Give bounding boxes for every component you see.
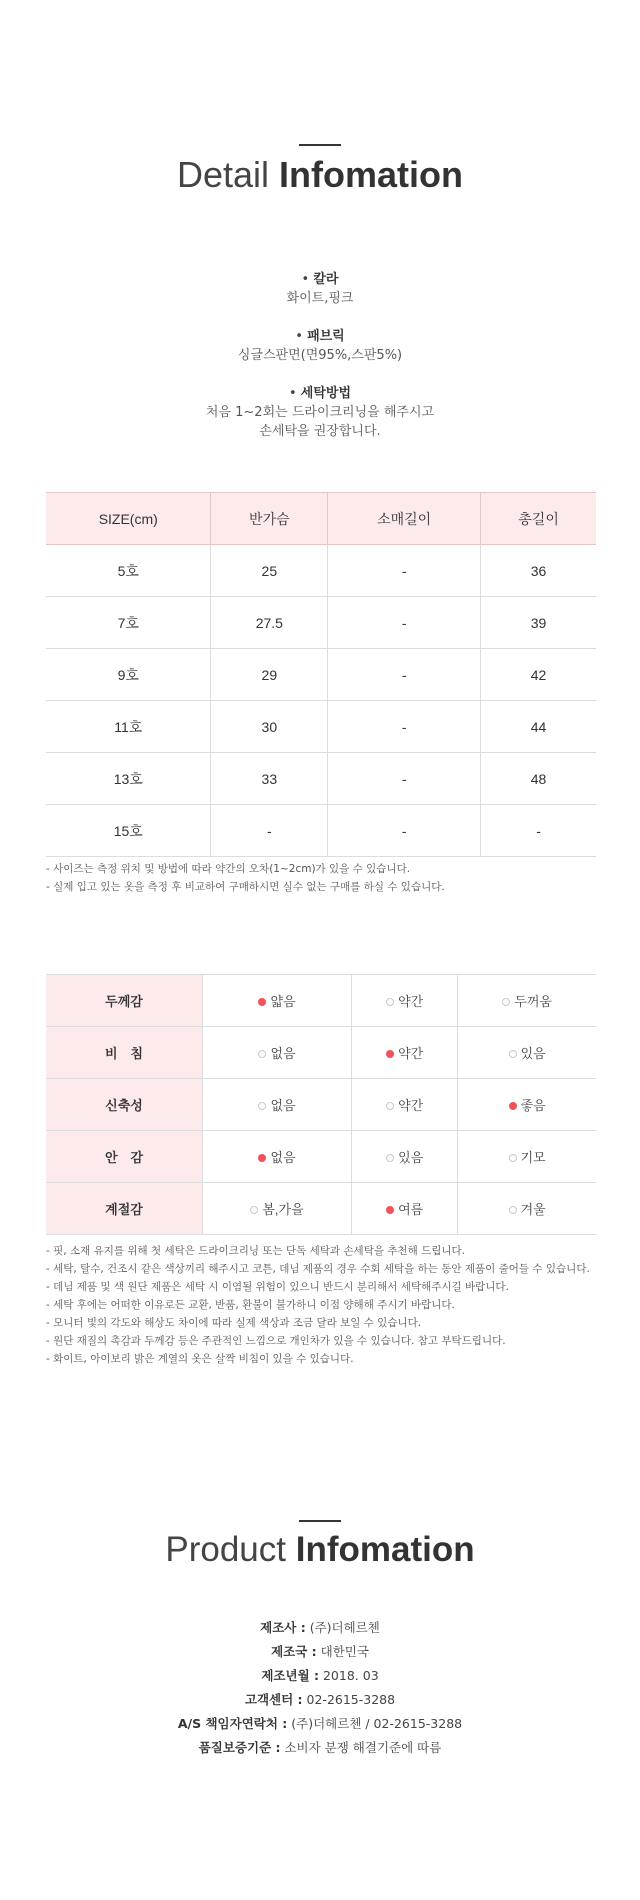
product-field-key: 고객센터 : — [244, 1692, 303, 1707]
size-cell: - — [328, 805, 481, 857]
detail-section-title — [0, 144, 640, 196]
attr-value: 처음 1~2회는 드라이크리닝을 해주시고 — [205, 405, 435, 420]
product-field-key: 제조국 : — [271, 1644, 317, 1659]
product-field — [0, 1736, 640, 1760]
unselected-dot-icon — [386, 1154, 394, 1162]
attr-value: 싱글스판면(면95%,스판5%) — [237, 348, 403, 363]
selected-dot-icon — [386, 1206, 394, 1214]
size-cell: - — [328, 597, 481, 649]
unselected-dot-icon — [386, 1102, 394, 1110]
note-line: - 모니터 빛의 각도와 해상도 차이에 따라 실제 색상과 조금 달라 보일 수 있습니다. — [46, 1317, 422, 1329]
note-line: - 핏, 소재 유지를 위해 첫 세탁은 드라이크리닝 또는 단독 세탁과 손세탁을 추천해 드립니다. — [46, 1245, 466, 1257]
unselected-dot-icon — [502, 998, 510, 1006]
bullet-icon: • — [288, 386, 297, 401]
care-notes — [46, 1242, 606, 1368]
fit-option — [352, 1183, 458, 1235]
attr-value: 화이트,핑크 — [286, 291, 354, 306]
size-cell: 9호 — [46, 649, 211, 701]
fit-row — [46, 1027, 596, 1079]
table-row — [46, 701, 596, 753]
fit-option-label: 좋음 — [520, 1098, 546, 1113]
product-field-key: 제조년월 : — [261, 1668, 319, 1683]
fit-option — [458, 1079, 596, 1131]
fit-row-label: 신축성 — [46, 1079, 203, 1131]
detail-title-light: Detail — [176, 154, 270, 195]
selected-dot-icon — [509, 1102, 517, 1110]
product-field-value: 대한민국 — [320, 1644, 369, 1659]
size-cell: 27.5 — [211, 597, 328, 649]
bullet-icon: • — [301, 272, 310, 287]
fit-row-label: 안 감 — [46, 1131, 203, 1183]
size-notes — [46, 860, 606, 896]
fit-option-label: 있음 — [398, 1150, 424, 1165]
fit-row — [46, 1183, 596, 1235]
size-cell: 15호 — [46, 805, 211, 857]
size-header-cell: 소매길이 — [328, 493, 481, 545]
fit-option — [203, 1183, 352, 1235]
selected-dot-icon — [386, 1050, 394, 1058]
size-header-cell: 반가슴 — [211, 493, 328, 545]
fit-option-label: 얇음 — [270, 994, 296, 1009]
fit-option-label: 없음 — [270, 1150, 296, 1165]
fit-option-label: 없음 — [270, 1098, 296, 1113]
table-row — [46, 597, 596, 649]
size-cell: 13호 — [46, 753, 211, 805]
size-cell: - — [481, 805, 596, 857]
attr-fabric — [0, 327, 640, 365]
product-field-value: 02-2615-3288 — [306, 1692, 396, 1707]
unselected-dot-icon — [258, 1050, 266, 1058]
fit-option-label: 있음 — [520, 1046, 546, 1061]
fit-option-label: 봄,가을 — [262, 1202, 304, 1217]
size-cell: 30 — [211, 701, 328, 753]
fit-option-label: 없음 — [270, 1046, 296, 1061]
attr-label: 칼라 — [313, 272, 339, 287]
selected-dot-icon — [258, 1154, 266, 1162]
note-line: - 원단 재질의 촉감과 두께감 등은 주관적인 느낌으로 개인차가 있을 수 있습니다. 참고 부탁드립니다. — [46, 1335, 506, 1347]
size-cell: 11호 — [46, 701, 211, 753]
table-row — [46, 545, 596, 597]
product-field-value: (주)더헤르첸 / 02-2615-3288 — [291, 1716, 463, 1731]
size-cell: - — [328, 753, 481, 805]
unselected-dot-icon — [258, 1102, 266, 1110]
size-cell: - — [211, 805, 328, 857]
fit-option — [458, 1027, 596, 1079]
product-field-value: 소비자 분쟁 해결기준에 따름 — [284, 1740, 442, 1755]
attr-wash — [0, 384, 640, 441]
product-field-value: 2018. 03 — [322, 1668, 379, 1683]
fit-row — [46, 1131, 596, 1183]
size-cell: 5호 — [46, 545, 211, 597]
fit-option — [203, 1131, 352, 1183]
fit-option-label: 약간 — [398, 1046, 424, 1061]
size-header-cell: SIZE(cm) — [46, 493, 211, 545]
size-cell: 42 — [481, 649, 596, 701]
size-header-cell: 총길이 — [481, 493, 596, 545]
note-line: - 사이즈는 측정 위치 및 방법에 따라 약간의 오차(1~2cm)가 있을 수 있습니다. — [46, 863, 411, 875]
fit-option — [458, 1183, 596, 1235]
fit-table — [46, 974, 596, 1235]
title-divider — [299, 144, 341, 146]
attr-label: 패브릭 — [307, 329, 345, 344]
attr-color — [0, 270, 640, 308]
fit-option — [458, 1131, 596, 1183]
fit-option — [352, 1131, 458, 1183]
fit-row — [46, 975, 596, 1027]
product-field-key: 제조사 : — [260, 1620, 306, 1635]
product-title-bold: Infomation — [295, 1530, 475, 1569]
unselected-dot-icon — [250, 1206, 258, 1214]
fit-option — [203, 1027, 352, 1079]
attr-value-2: 손세탁을 권장합니다. — [259, 424, 381, 439]
note-line: - 세탁 후에는 어떠한 이유로든 교환, 반품, 환불이 불가하니 이점 양해해 주시기 바랍니다. — [46, 1299, 455, 1311]
title-divider — [299, 1520, 341, 1522]
fit-option — [352, 1027, 458, 1079]
product-field — [0, 1712, 640, 1736]
size-table — [46, 492, 596, 857]
fit-option — [458, 975, 596, 1027]
product-field — [0, 1664, 640, 1688]
fit-option-label: 겨울 — [520, 1202, 546, 1217]
product-field-value: (주)더헤르첸 — [309, 1620, 380, 1635]
note-line: - 화이트, 아이보리 밝은 계열의 옷은 살짝 비침이 있을 수 있습니다. — [46, 1353, 354, 1365]
size-cell: 39 — [481, 597, 596, 649]
product-field — [0, 1616, 640, 1640]
product-title — [0, 1530, 640, 1570]
fit-option-label: 약간 — [398, 994, 424, 1009]
size-cell: 29 — [211, 649, 328, 701]
product-title-light: Product — [165, 1530, 286, 1569]
fit-option — [203, 975, 352, 1027]
fit-option — [352, 1079, 458, 1131]
unselected-dot-icon — [386, 998, 394, 1006]
product-field — [0, 1640, 640, 1664]
size-cell: - — [328, 545, 481, 597]
table-row — [46, 805, 596, 857]
table-row — [46, 649, 596, 701]
fit-option — [203, 1079, 352, 1131]
table-row — [46, 753, 596, 805]
size-cell: - — [328, 649, 481, 701]
fit-row-label: 두께감 — [46, 975, 203, 1027]
size-cell: 48 — [481, 753, 596, 805]
product-field-key: A/S 책임자연락처 : — [177, 1716, 288, 1731]
unselected-dot-icon — [509, 1154, 517, 1162]
detail-title — [0, 154, 640, 196]
size-cell: 7호 — [46, 597, 211, 649]
size-cell: 33 — [211, 753, 328, 805]
fit-row — [46, 1079, 596, 1131]
size-table-header — [46, 493, 596, 545]
product-field-key: 품질보증기준 : — [198, 1740, 281, 1755]
product-field — [0, 1688, 640, 1712]
fit-option-label: 약간 — [398, 1098, 424, 1113]
note-line: - 세탁, 탈수, 건조시 같은 색상끼리 해주시고 코튼, 데님 제품의 경우 수회 세탁을 하는 동안 제품이 줄어들 수 있습니다. — [46, 1263, 590, 1275]
detail-title-bold: Infomation — [279, 154, 464, 195]
size-cell: 36 — [481, 545, 596, 597]
fit-row-label: 계절감 — [46, 1183, 203, 1235]
product-info — [0, 1616, 640, 1760]
size-cell: 44 — [481, 701, 596, 753]
size-cell: - — [328, 701, 481, 753]
bullet-icon: • — [295, 329, 303, 344]
note-line: - 데님 제품 및 색 원단 제품은 세탁 시 이염될 위험이 있으니 반드시 분리해서 세탁해주시길 바랍니다. — [46, 1281, 509, 1293]
note-line: - 실제 입고 있는 옷을 측정 후 비교하여 구매하시면 실수 없는 구매를 하실 수 있습니다. — [46, 881, 445, 893]
fit-option-label: 두꺼움 — [514, 994, 552, 1009]
attr-label: 세탁방법 — [300, 386, 352, 401]
fit-option-label: 여름 — [398, 1202, 424, 1217]
unselected-dot-icon — [509, 1206, 517, 1214]
fit-option-label: 기모 — [520, 1150, 546, 1165]
size-cell: 25 — [211, 545, 328, 597]
fit-option — [352, 975, 458, 1027]
product-section-title — [0, 1520, 640, 1570]
selected-dot-icon — [258, 998, 266, 1006]
fit-row-label: 비 침 — [46, 1027, 203, 1079]
unselected-dot-icon — [509, 1050, 517, 1058]
